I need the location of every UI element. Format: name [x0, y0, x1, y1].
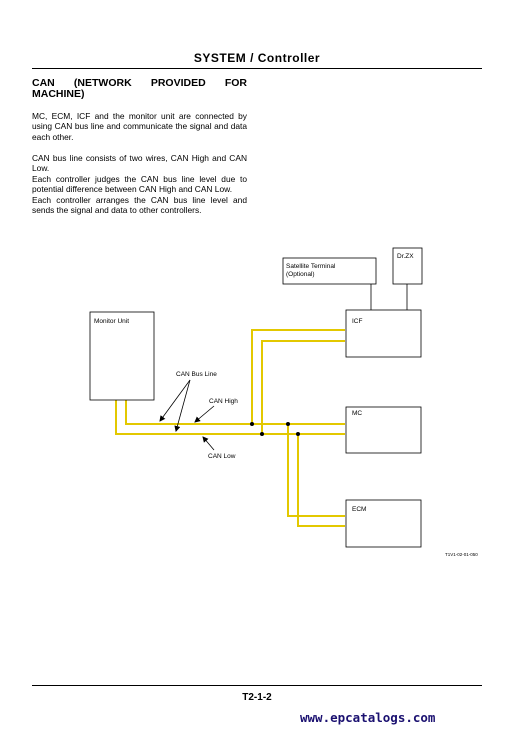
footer-divider — [32, 685, 482, 686]
can-low-arrow — [203, 437, 214, 450]
page-header-title: SYSTEM / Controller — [193, 51, 321, 65]
monitor-unit-box — [90, 312, 154, 400]
can-high-label: CAN High — [209, 398, 238, 405]
can-bus-line-arrow-left — [160, 380, 190, 421]
drzx-label: Dr.ZX — [397, 253, 414, 260]
monitor-unit-label: Monitor Unit — [94, 318, 130, 325]
junction-dot — [296, 432, 300, 436]
can-high-wire — [126, 330, 345, 424]
junction-dot — [286, 422, 290, 426]
ecm-label: ECM — [352, 506, 367, 513]
intro-paragraph: MC, ECM, ICF and the monitor unit are connected by using CAN bus line and communicate the signal and data each other. — [32, 111, 247, 142]
can-low-label: CAN Low — [208, 453, 236, 460]
can-high-ecm-wire — [288, 424, 345, 516]
satellite-terminal-label: Satellite Terminal — [286, 263, 336, 270]
can-description-line: Each controller arranges the CAN bus line level and sends the signal and data to other controllers. — [32, 194, 247, 216]
junction-dot — [260, 432, 264, 436]
section-heading-line1: CAN (NETWORK PROVIDED FOR — [32, 77, 247, 89]
figure-code: T1V1-02-01-050 — [445, 552, 478, 557]
junction-dot — [250, 422, 254, 426]
watermark-link[interactable]: www.epcatalogs.com — [300, 710, 436, 725]
satellite-optional-label: (Optional) — [286, 271, 315, 278]
mc-label: MC — [352, 410, 363, 417]
icf-label: ICF — [352, 318, 363, 325]
page-number: T2-1-2 — [242, 692, 272, 703]
can-high-arrow — [195, 406, 214, 422]
can-description-line: Each controller judges the CAN bus line level due to potential difference between CAN High and CAN Low. — [32, 173, 247, 195]
can-bus-line-label: CAN Bus Line — [176, 371, 217, 378]
section-heading-line2: MACHINE) — [32, 88, 85, 100]
can-low-ecm-wire — [298, 434, 345, 526]
can-description-line: CAN bus line consists of two wires, CAN High and CAN Low. — [32, 153, 247, 174]
